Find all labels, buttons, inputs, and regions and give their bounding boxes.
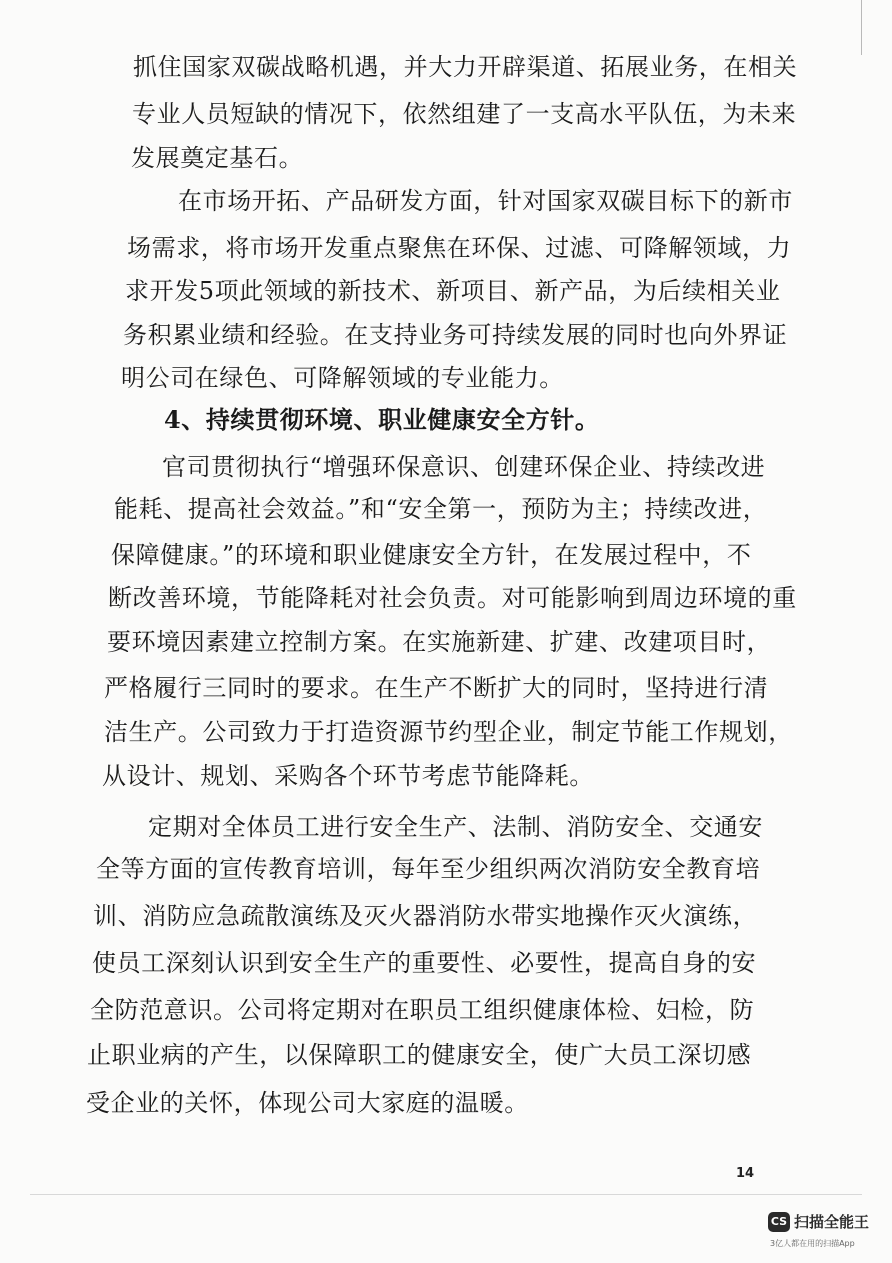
brand-name: 扫描全能王 (794, 1213, 870, 1231)
text-line: 断改善环境，节能降耗对社会负责。对可能影响到周边环境的重 (108, 584, 797, 612)
text-line: 官司贯彻执行“增强环保意识、创建环保企业、持续改进 (162, 453, 766, 481)
text-line: 全防范意识。公司将定期对在职员工组织健康体检、妇检，防 (90, 996, 755, 1024)
text-line: 专业人员短缺的情况下，依然组建了一支高水平队伍，为未来 (132, 100, 797, 128)
text-line: 严格履行三同时的要求。在生产不断扩大的同时，坚持进行清 (104, 674, 769, 702)
section-heading: 4、持续贯彻环境、职业健康安全方针。 (164, 405, 600, 434)
text-line: 发展奠定基石。 (131, 144, 304, 172)
text-line: 洁生产。公司致力于打造资源节约型企业，制定节能工作规划， (104, 718, 793, 746)
text-line: 场需求，将市场开发重点聚焦在环保、过滤、可降解领域，力 (127, 234, 792, 262)
text-line: 全等方面的宣传教育培训，每年至少组织两次消防安全教育培 (96, 855, 761, 883)
footer-divider (30, 1194, 862, 1195)
text-line: 务积累业绩和经验。在支持业务可持续发展的同时也向外界证 (123, 321, 788, 349)
page-number: 14 (736, 1166, 755, 1181)
text-line: 求开发5项此领域的新技术、新项目、新产品，为后续相关业 (125, 277, 781, 305)
text-line: 要环境因素建立控制方案。在实施新建、扩建、改建项目时， (107, 628, 772, 656)
text-line: 在市场开拓、产品研发方面，针对国家双碳目标下的新市 (178, 187, 793, 215)
text-line: 能耗、提高社会效益。”和“安全第一，预防为主；持续改进， (114, 495, 768, 523)
text-line: 训、消防应急疏散演练及灭火器消防水带实地操作灭火演练， (93, 902, 758, 930)
brand-tagline: 3亿人都在用的扫描App (770, 1239, 855, 1248)
text-line: 明公司在绿色、可降解领域的专业能力。 (121, 364, 564, 392)
text-line: 保障健康。”的环境和职业健康安全方针，在发展过程中，不 (111, 541, 752, 569)
scanner-watermark (768, 1212, 878, 1252)
scan-edge-line (861, 0, 862, 55)
text-line: 使员工深刻认识到安全生产的重要性、必要性，提高自身的安 (92, 949, 757, 977)
camscanner-logo-icon: CS (768, 1212, 790, 1232)
text-line: 抓住国家双碳战略机遇，并大力开辟渠道、拓展业务，在相关 (133, 53, 798, 81)
text-line: 定期对全体员工进行安全生产、法制、消防安全、交通安 (148, 813, 763, 841)
text-line: 受企业的关怀，体现公司大家庭的温暖。 (86, 1089, 529, 1117)
text-line: 从设计、规划、采购各个环节考虑节能降耗。 (102, 762, 594, 790)
text-line: 止职业病的产生，以保障职工的健康安全，使广大员工深切感 (87, 1041, 752, 1069)
